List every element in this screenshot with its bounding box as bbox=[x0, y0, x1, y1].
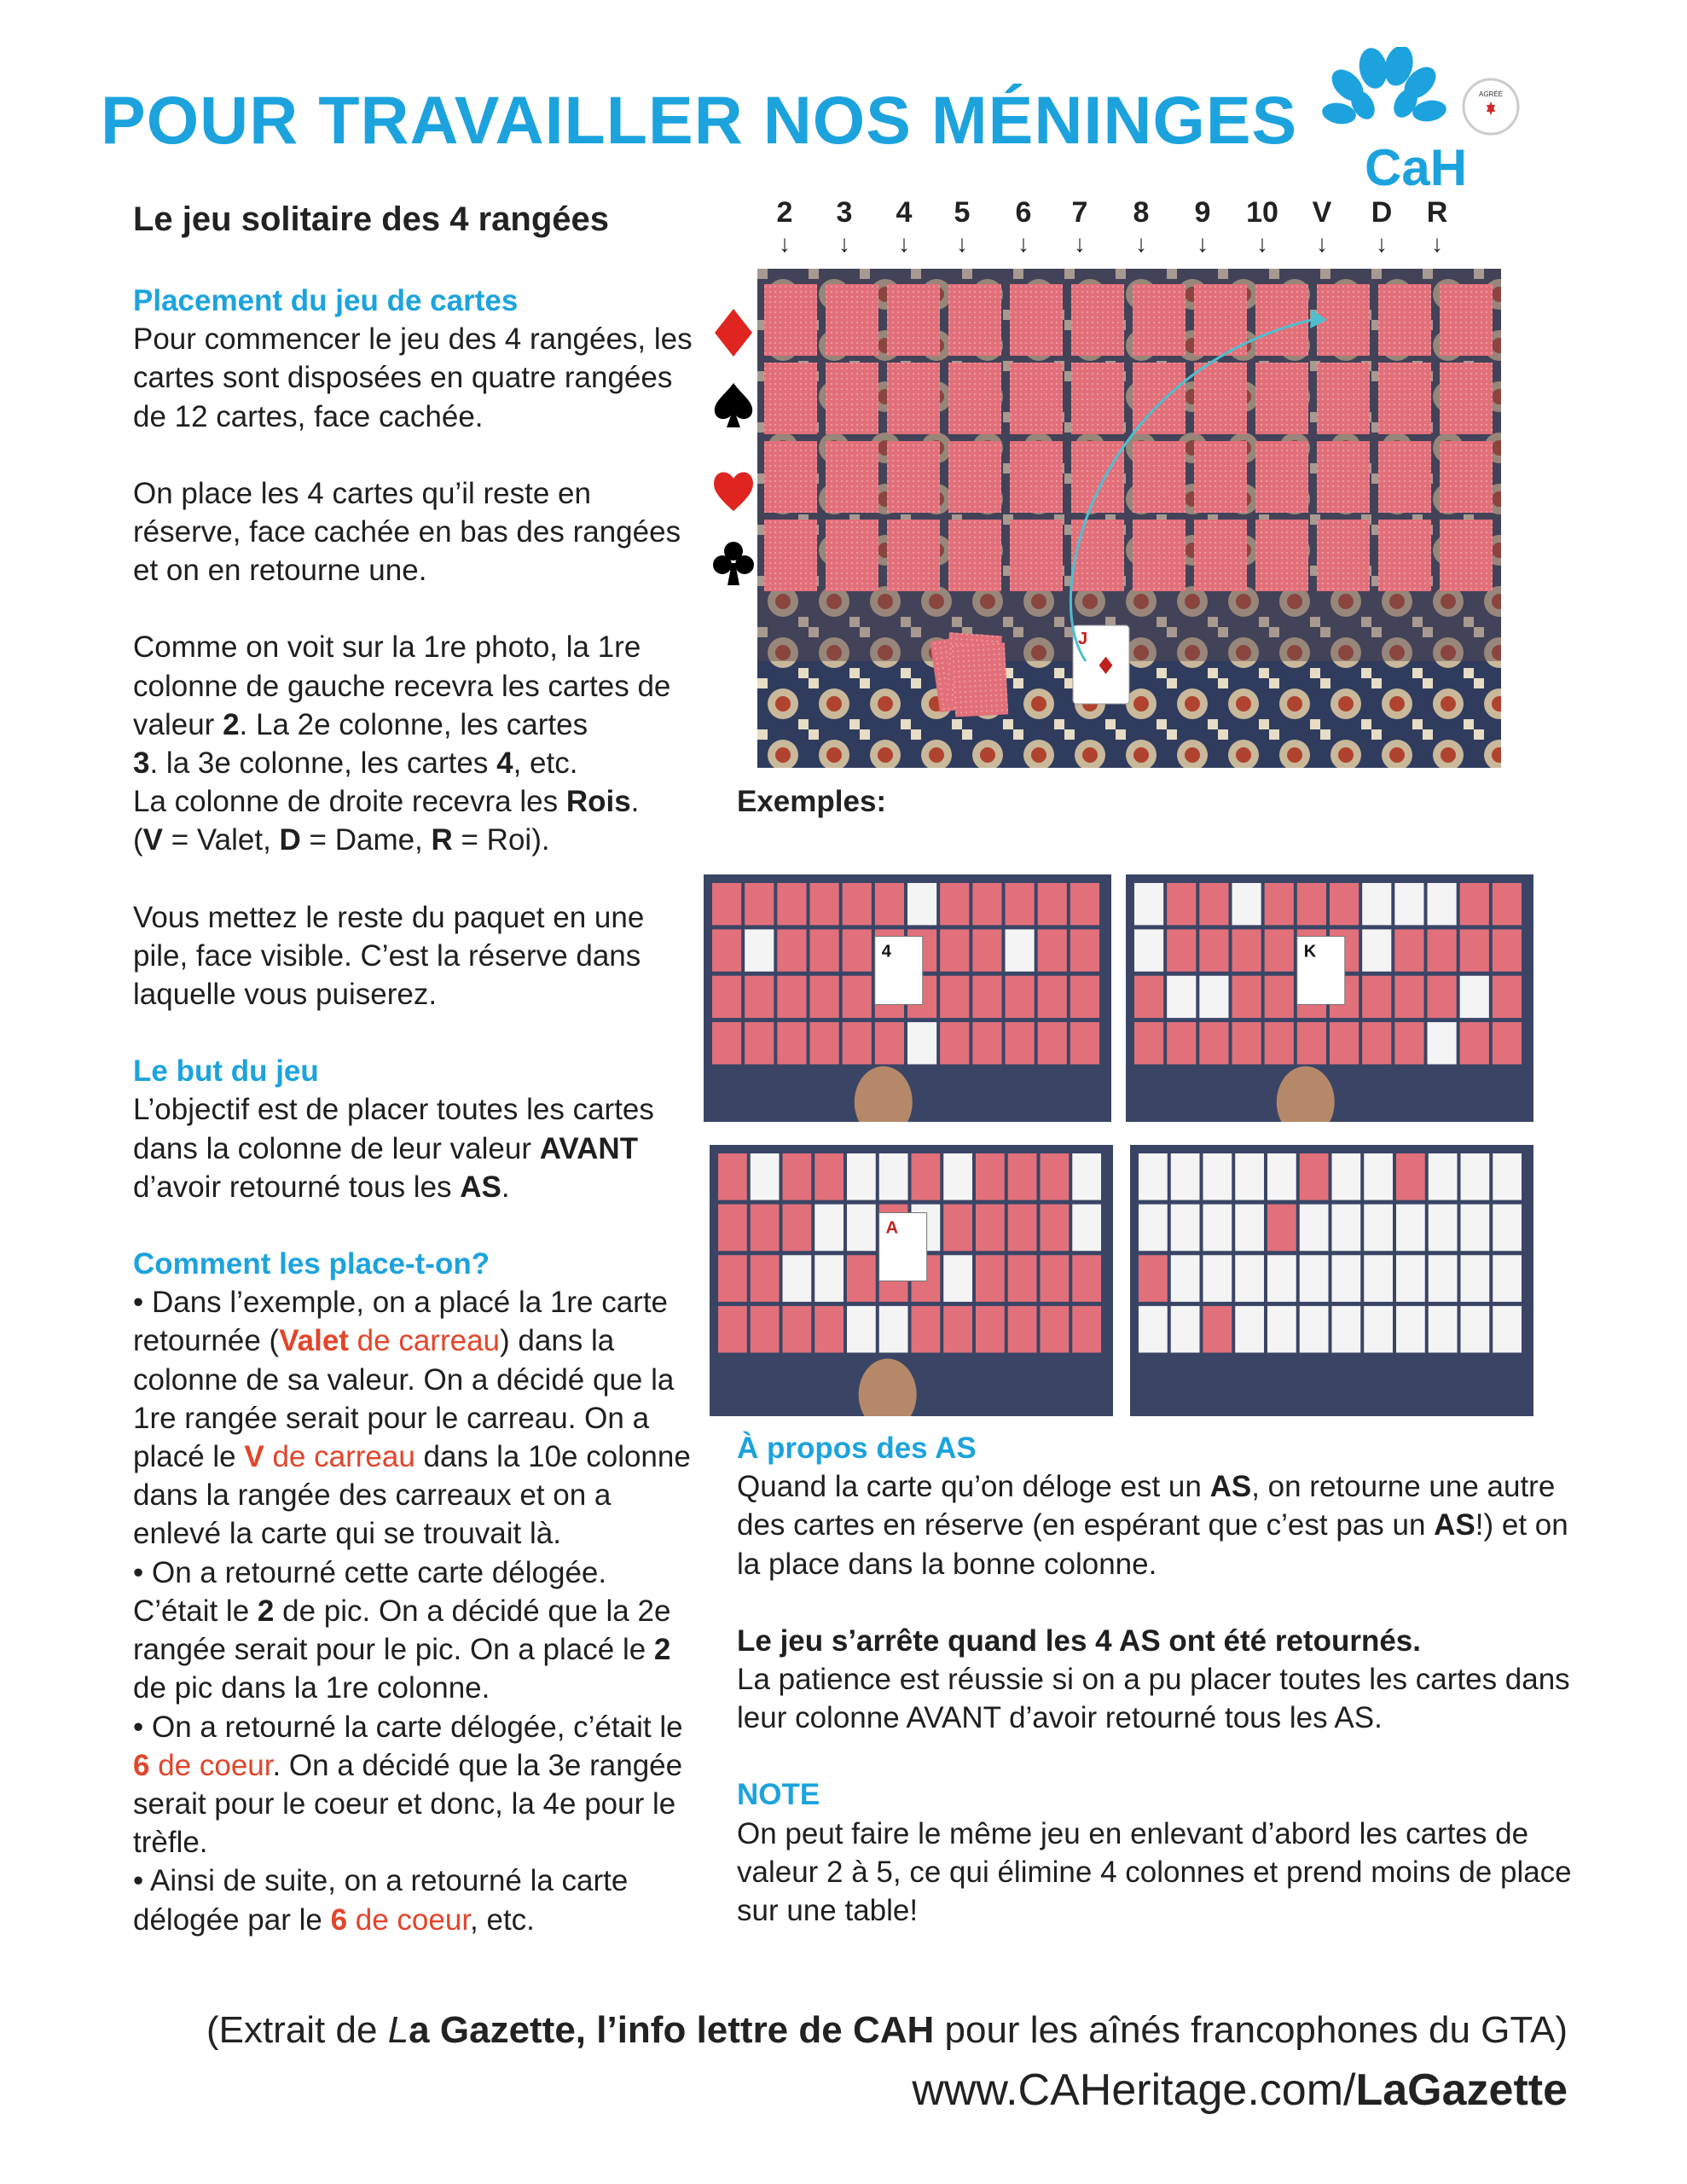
card-back bbox=[1133, 284, 1186, 356]
card-back bbox=[1317, 441, 1370, 513]
card-back bbox=[1038, 929, 1067, 971]
card-back bbox=[976, 1306, 1005, 1353]
card-face bbox=[1072, 1153, 1101, 1200]
card-back bbox=[764, 441, 817, 513]
card-back bbox=[1265, 883, 1294, 925]
card-back bbox=[783, 1306, 812, 1353]
card-back bbox=[1133, 520, 1186, 591]
card-back bbox=[1072, 1255, 1101, 1302]
card-back bbox=[976, 1255, 1005, 1302]
card-back bbox=[1265, 1022, 1294, 1064]
card-back bbox=[815, 1306, 844, 1353]
card-back bbox=[1300, 1153, 1329, 1200]
card-face bbox=[1394, 883, 1423, 925]
card-back bbox=[1006, 976, 1035, 1018]
placement-heading: Placement du jeu de cartes bbox=[133, 284, 519, 317]
card-back bbox=[1203, 1306, 1232, 1353]
card-back bbox=[777, 1022, 806, 1064]
jack-of-diamonds-card bbox=[1073, 625, 1129, 704]
card-face bbox=[1300, 1205, 1329, 1252]
heart-suit-icon bbox=[710, 465, 757, 516]
website-link[interactable]: www.CAHeritage.com/LaGazette bbox=[912, 2065, 1568, 2115]
col-label-10: 10 bbox=[1246, 196, 1278, 229]
left-column bbox=[133, 282, 696, 1939]
card-back bbox=[1167, 929, 1196, 971]
card-back bbox=[1071, 520, 1124, 591]
card-back bbox=[1460, 1022, 1489, 1064]
card-face bbox=[1171, 1306, 1200, 1353]
card-back bbox=[1038, 1022, 1067, 1064]
card-back bbox=[1362, 1022, 1391, 1064]
card-back bbox=[1460, 883, 1489, 925]
spade-suit-icon bbox=[710, 380, 757, 431]
card-face bbox=[1171, 1255, 1200, 1302]
card-back bbox=[1265, 976, 1294, 1018]
card-back bbox=[712, 1022, 741, 1064]
card-face bbox=[1364, 1205, 1393, 1252]
card-face bbox=[1203, 1255, 1232, 1302]
arrow-down-icon: ↓ bbox=[1256, 230, 1268, 257]
card-back bbox=[1070, 929, 1099, 971]
card-back bbox=[1199, 883, 1228, 925]
col-label-D: D bbox=[1371, 196, 1393, 229]
card-back bbox=[1493, 976, 1522, 1018]
arrow-down-icon: ↓ bbox=[779, 230, 791, 257]
card-back bbox=[1071, 441, 1124, 513]
card-back bbox=[940, 929, 969, 971]
card-back bbox=[1232, 1022, 1261, 1064]
logo-text: CaH bbox=[1365, 139, 1468, 196]
card-back bbox=[1008, 1255, 1037, 1302]
card-back bbox=[1072, 1306, 1101, 1353]
examples-label: Exemples: bbox=[737, 785, 887, 818]
card-back bbox=[972, 929, 1001, 971]
card-back bbox=[943, 1205, 972, 1252]
card-back bbox=[976, 1205, 1005, 1252]
card-back bbox=[783, 1153, 812, 1200]
bullet-4: • Ainsi de suite, on a retourné la carte délogée par le 6 de coeur, etc. bbox=[133, 1864, 629, 1937]
card-face bbox=[1461, 1255, 1490, 1302]
col-label-6: 6 bbox=[1015, 196, 1032, 229]
card-back bbox=[1038, 976, 1067, 1018]
card-back bbox=[1330, 1022, 1359, 1064]
card-back bbox=[948, 284, 1001, 356]
card-face bbox=[1362, 883, 1391, 925]
card-face bbox=[1332, 1205, 1361, 1252]
card-back bbox=[843, 1022, 872, 1064]
card-face bbox=[815, 1255, 844, 1302]
card-back bbox=[1010, 363, 1063, 434]
card-face bbox=[1134, 883, 1163, 925]
card-face bbox=[1267, 1306, 1296, 1353]
column-labels bbox=[763, 196, 1471, 264]
example-photo-2 bbox=[1126, 874, 1533, 1122]
svg-text:♦: ♦ bbox=[1095, 652, 1117, 680]
card-back bbox=[948, 441, 1001, 513]
card-back bbox=[810, 883, 839, 925]
card-back bbox=[1394, 1022, 1423, 1064]
card-back bbox=[1440, 441, 1493, 513]
card-back bbox=[1232, 976, 1261, 1018]
card-face bbox=[815, 1205, 844, 1252]
card-back bbox=[1394, 976, 1423, 1018]
columns-text: Comme on voit sur la 1re photo, la 1re colonne de gauche recevra les cartes de valeur 2. La 2e colonne, les cartes 3. la 3e colonne, les cartes 4, etc. La colonne de droite recevra les Rois. (V = Valet, D = Dame, R = Roi). bbox=[133, 630, 671, 857]
card-face bbox=[1167, 976, 1196, 1018]
card-back bbox=[1199, 929, 1228, 971]
held-card-rank: A bbox=[885, 1218, 899, 1238]
arrow-down-icon: ↓ bbox=[1135, 230, 1147, 257]
card-back bbox=[940, 883, 969, 925]
card-back bbox=[777, 929, 806, 971]
card-face bbox=[847, 1153, 876, 1200]
card-back bbox=[826, 363, 878, 434]
card-face bbox=[1364, 1153, 1393, 1200]
card-back bbox=[843, 976, 872, 1018]
card-back bbox=[1194, 363, 1247, 434]
card-face bbox=[847, 1306, 876, 1353]
card-back bbox=[1428, 976, 1457, 1018]
card-face bbox=[879, 1306, 908, 1353]
card-back bbox=[1006, 883, 1035, 925]
col-label-7: 7 bbox=[1071, 196, 1088, 229]
card-back bbox=[972, 883, 1001, 925]
card-face bbox=[1428, 883, 1457, 925]
col-label-8: 8 bbox=[1133, 196, 1150, 229]
svg-text:J: J bbox=[1078, 630, 1088, 648]
card-face bbox=[1429, 1306, 1458, 1353]
card-face bbox=[907, 1022, 936, 1064]
card-back bbox=[764, 520, 817, 591]
col-label-4: 4 bbox=[896, 196, 913, 229]
col-label-2: 2 bbox=[776, 196, 793, 229]
card-back bbox=[1041, 1255, 1070, 1302]
card-back bbox=[847, 1255, 876, 1302]
card-face bbox=[1364, 1255, 1393, 1302]
card-back bbox=[1440, 363, 1493, 434]
note-section: NOTE On peut faire le même jeu en enlevant d’abord les cartes de valeur 2 à 5, ce qui élimine 4 colonnes et prend moins de place sur une table! bbox=[737, 1778, 1572, 1928]
card-back bbox=[783, 1205, 812, 1252]
arrow-down-icon: ↓ bbox=[1074, 230, 1086, 257]
card-back bbox=[1167, 1022, 1196, 1064]
col-label-5: 5 bbox=[954, 196, 971, 229]
card-back bbox=[1070, 883, 1099, 925]
card-face bbox=[1232, 883, 1261, 925]
card-back bbox=[1008, 1306, 1037, 1353]
card-face bbox=[1332, 1255, 1361, 1302]
card-back bbox=[745, 976, 774, 1018]
card-face bbox=[1332, 1306, 1361, 1353]
card-back bbox=[887, 441, 940, 513]
card-back bbox=[751, 1255, 780, 1302]
card-back bbox=[718, 1306, 747, 1353]
card-back bbox=[745, 1022, 774, 1064]
card-face bbox=[1171, 1205, 1200, 1252]
goal-heading: Le but du jeu bbox=[133, 1054, 319, 1089]
card-back bbox=[1396, 1153, 1425, 1200]
club-suit-icon bbox=[710, 537, 757, 589]
card-back bbox=[1493, 883, 1522, 925]
card-face bbox=[1396, 1255, 1425, 1302]
card-back bbox=[1440, 284, 1493, 356]
game-subtitle: Le jeu solitaire des 4 rangées bbox=[133, 200, 610, 238]
card-back bbox=[1008, 1205, 1037, 1252]
card-face bbox=[1235, 1205, 1264, 1252]
card-face bbox=[1461, 1153, 1490, 1200]
card-back bbox=[718, 1153, 747, 1200]
card-back bbox=[1232, 929, 1261, 971]
card-back bbox=[1010, 441, 1063, 513]
card-back bbox=[887, 363, 940, 434]
card-back bbox=[1071, 284, 1124, 356]
card-back bbox=[1378, 520, 1431, 591]
card-face bbox=[1235, 1255, 1264, 1302]
card-back bbox=[1010, 520, 1063, 591]
card-back bbox=[940, 1022, 969, 1064]
card-back bbox=[912, 1153, 941, 1200]
arrow-down-icon: ↓ bbox=[1197, 230, 1209, 257]
card-back bbox=[1378, 363, 1431, 434]
card-back bbox=[712, 929, 741, 971]
aces-heading: À propos des AS bbox=[737, 1432, 977, 1465]
card-face bbox=[751, 1153, 780, 1200]
card-face bbox=[847, 1205, 876, 1252]
card-face bbox=[1139, 1153, 1168, 1200]
card-back bbox=[712, 976, 741, 1018]
card-back bbox=[1297, 883, 1326, 925]
end-heading: Le jeu s’arrête quand les 4 AS ont été retournés. bbox=[737, 1623, 1421, 1658]
arrow-down-icon: ↓ bbox=[838, 230, 850, 257]
card-back bbox=[1134, 1022, 1163, 1064]
card-back bbox=[948, 520, 1001, 591]
reserve-pile bbox=[930, 632, 1008, 717]
card-back bbox=[875, 883, 904, 925]
bullet-2: • On a retourné cette carte délogée. C’était le 2 de pic. On a décidé que la 2e rangée serait pour le pic. On a placé le 2 de pic dans la 1re colonne. bbox=[133, 1555, 671, 1705]
bullet-1: • Dans l’exemple, on a placé la 1re carte retournée (Valet de carreau) dans la colonne de sa valeur. On a décidé que la 1re rangée serait pour le carreau. On a placé le V de carreau dans la 10e colonne dans la rangée des carreaux et on a enlevé la carte qui se trouvait là. bbox=[133, 1286, 691, 1551]
col-label-9: 9 bbox=[1194, 196, 1211, 229]
card-back bbox=[1006, 1022, 1035, 1064]
card-face bbox=[1429, 1153, 1458, 1200]
card-back bbox=[1255, 284, 1308, 356]
card-back bbox=[826, 520, 878, 591]
end-section: Le jeu s’arrête quand les 4 AS ont été retournés. La patience est réussie si on a pu placer toutes les cartes dans leur colonne AVANT d’avoir retourné tous les AS. bbox=[737, 1623, 1570, 1735]
aces-section: À propos des AS Quand la carte qu’on déloge est un AS, on retourne une autre des cartes en réserve (en espérant que c’est pas un AS!) et on la place dans la bonne colonne. bbox=[737, 1432, 1568, 1581]
card-back bbox=[1378, 441, 1431, 513]
card-face bbox=[1396, 1205, 1425, 1252]
example-photo-1 bbox=[704, 874, 1111, 1122]
card-back bbox=[1255, 363, 1308, 434]
card-back bbox=[1070, 976, 1099, 1018]
placement-text: Pour commencer le jeu des 4 rangées, les cartes sont disposées en quatre rangées de 12 cartes, face cachée. bbox=[133, 322, 693, 433]
card-back bbox=[826, 441, 878, 513]
card-face bbox=[879, 1153, 908, 1200]
card-face bbox=[1235, 1153, 1264, 1200]
card-face bbox=[1396, 1306, 1425, 1353]
example-photo-3 bbox=[710, 1145, 1113, 1416]
card-back bbox=[810, 929, 839, 971]
card-face bbox=[1493, 1205, 1522, 1252]
col-label-V: V bbox=[1312, 196, 1332, 229]
card-face bbox=[1460, 976, 1489, 1018]
arrow-down-icon: ↓ bbox=[956, 230, 968, 257]
card-face bbox=[783, 1255, 812, 1302]
card-back bbox=[1330, 883, 1359, 925]
card-back bbox=[1255, 441, 1308, 513]
card-back bbox=[810, 1022, 839, 1064]
card-back bbox=[1493, 1022, 1522, 1064]
bullet-3: • On a retourné la carte délogée, c’était le 6 de coeur. On a décidé que la 3e rangée serait pour le coeur et donc, la 4e pour le trèfle. bbox=[133, 1710, 683, 1860]
card-face bbox=[1300, 1306, 1329, 1353]
card-back bbox=[718, 1205, 747, 1252]
card-back bbox=[1134, 976, 1163, 1018]
card-back bbox=[1493, 929, 1522, 971]
card-back bbox=[1008, 1153, 1037, 1200]
card-back bbox=[815, 1153, 844, 1200]
card-face bbox=[943, 1153, 972, 1200]
card-back bbox=[1378, 284, 1431, 356]
card-face bbox=[1429, 1205, 1458, 1252]
source-credit: (Extrait de La Gazette, l’info lettre de CAH pour les aînés francophones du GTA) bbox=[206, 2009, 1568, 2051]
card-back bbox=[1428, 929, 1457, 971]
card-back bbox=[764, 284, 817, 356]
card-back bbox=[843, 929, 872, 971]
card-back bbox=[912, 1306, 941, 1353]
arrow-down-icon: ↓ bbox=[1376, 230, 1388, 257]
card-face bbox=[1493, 1255, 1522, 1302]
logo-mark bbox=[1320, 47, 1448, 126]
card-back bbox=[1460, 929, 1489, 971]
card-back bbox=[810, 976, 839, 1018]
card-face bbox=[1461, 1306, 1490, 1353]
reserve-text: On place les 4 cartes qu’il reste en réserve, face cachée en bas des rangées et on en retourne une. bbox=[133, 476, 681, 588]
card-back bbox=[712, 883, 741, 925]
arrow-down-icon: ↓ bbox=[1017, 230, 1029, 257]
arrow-down-icon: ↓ bbox=[1431, 230, 1443, 257]
card-back bbox=[826, 284, 878, 356]
card-back bbox=[1440, 520, 1493, 591]
card-back bbox=[1010, 284, 1063, 356]
card-face bbox=[1139, 1306, 1168, 1353]
card-back bbox=[1317, 520, 1370, 591]
held-card-rank: K bbox=[1303, 942, 1317, 961]
card-face bbox=[1493, 1306, 1522, 1353]
card-face bbox=[1139, 1205, 1168, 1252]
card-face bbox=[1171, 1153, 1200, 1200]
card-face bbox=[1134, 929, 1163, 971]
card-face bbox=[1493, 1153, 1522, 1200]
card-back bbox=[887, 284, 940, 356]
arrow-down-icon: ↓ bbox=[1316, 230, 1328, 257]
badge-icon bbox=[1464, 79, 1518, 134]
card-back bbox=[764, 363, 817, 434]
col-label-3: 3 bbox=[836, 196, 853, 229]
card-back bbox=[1317, 363, 1370, 434]
card-back bbox=[1194, 520, 1247, 591]
card-face bbox=[1362, 929, 1391, 971]
cah-logo bbox=[1313, 47, 1527, 209]
card-back bbox=[1070, 1022, 1099, 1064]
how-section bbox=[133, 1245, 696, 1939]
card-back bbox=[1041, 1153, 1070, 1200]
how-heading: Comment les place-t-on? bbox=[133, 1247, 490, 1281]
note-heading: NOTE bbox=[737, 1778, 820, 1812]
held-card-rank: 4 bbox=[881, 942, 891, 961]
card-back bbox=[751, 1306, 780, 1353]
card-back bbox=[1297, 1022, 1326, 1064]
card-back bbox=[1362, 976, 1391, 1018]
card-back bbox=[940, 976, 969, 1018]
example-photo-4 bbox=[1130, 1145, 1533, 1416]
card-face bbox=[1203, 1205, 1232, 1252]
card-back bbox=[1394, 929, 1423, 971]
card-back bbox=[843, 883, 872, 925]
card-face bbox=[1199, 976, 1228, 1018]
card-back bbox=[1167, 883, 1196, 925]
goal-section: Le but du jeu L’objectif est de placer toutes les cartes dans la colonne de leur valeur AVANT d’avoir retourné tous les AS. bbox=[133, 1054, 654, 1204]
card-back bbox=[1133, 441, 1186, 513]
pile-text: Vous mettez le reste du paquet en une pile, face visible. C’est la réserve dans laquelle vous puiserez. bbox=[133, 900, 645, 1012]
card-face bbox=[1300, 1255, 1329, 1302]
card-back bbox=[718, 1255, 747, 1302]
card-face bbox=[1267, 1255, 1296, 1302]
card-back bbox=[976, 1153, 1005, 1200]
card-face bbox=[1364, 1306, 1393, 1353]
card-back bbox=[777, 883, 806, 925]
card-face bbox=[1203, 1153, 1232, 1200]
card-back bbox=[875, 1022, 904, 1064]
card-back bbox=[745, 883, 774, 925]
card-face bbox=[943, 1255, 972, 1302]
card-back bbox=[1139, 1255, 1168, 1302]
card-back bbox=[972, 1022, 1001, 1064]
badge-text: AGRÉÉ bbox=[1478, 90, 1504, 98]
card-back bbox=[1255, 520, 1308, 591]
card-back bbox=[1041, 1306, 1070, 1353]
card-back bbox=[972, 976, 1001, 1018]
card-face bbox=[1235, 1306, 1264, 1353]
card-face bbox=[1072, 1205, 1101, 1252]
card-face bbox=[1461, 1205, 1490, 1252]
card-face bbox=[1006, 929, 1035, 971]
card-face bbox=[1428, 1022, 1457, 1064]
card-face bbox=[907, 883, 936, 925]
card-face bbox=[745, 929, 774, 971]
card-back bbox=[1199, 1022, 1228, 1064]
col-label-R: R bbox=[1426, 196, 1448, 229]
main-photo bbox=[757, 269, 1501, 768]
card-back bbox=[1265, 929, 1294, 971]
card-back bbox=[887, 520, 940, 591]
card-back bbox=[751, 1205, 780, 1252]
right-column bbox=[737, 1429, 1590, 1968]
card-back bbox=[1038, 883, 1067, 925]
card-face bbox=[1332, 1153, 1361, 1200]
card-back bbox=[948, 363, 1001, 434]
card-back bbox=[1041, 1205, 1070, 1252]
page-title: POUR TRAVAILLER NOS MÉNINGES bbox=[101, 82, 1298, 158]
card-back bbox=[777, 976, 806, 1018]
card-back bbox=[1071, 363, 1124, 434]
card-face bbox=[1267, 1153, 1296, 1200]
card-back bbox=[943, 1306, 972, 1353]
card-back bbox=[1267, 1205, 1296, 1252]
card-face bbox=[1429, 1255, 1458, 1302]
arrow-down-icon: ↓ bbox=[898, 230, 910, 257]
card-back bbox=[1194, 441, 1247, 513]
diamond-suit-icon bbox=[710, 307, 757, 358]
